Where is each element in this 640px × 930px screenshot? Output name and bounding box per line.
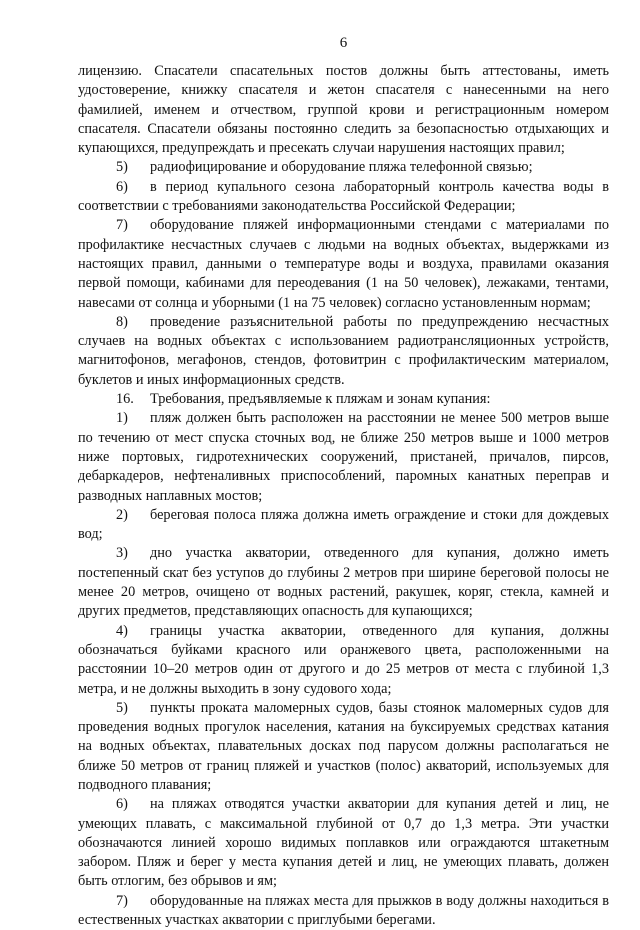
item-text: радиофицирование и оборудование пляжа телефонной связью;: [150, 159, 533, 176]
item-text: дно участка акватории, отведенного для купания, должно иметь постепенный скат без уступов до глубины 2 метров при ширине береговой полосы не менее 20 метров, очищено от водных растений, ракушек, коряг, стекла, камней и других предметов, представляющих опасность для купающихся;: [78, 545, 609, 620]
item-number: 7): [116, 892, 128, 909]
paragraph-text: лицензию. Спасатели спасательных постов должны быть аттестованы, иметь удостоверение, книжку спасателя и жетон спасателя с нанесенными на него фамилией, именем и отчеством, группой крови и регистрационным номером спасателя. Спасатели обязаны постоянно следить за безопасностью отдыхающих и купающихся, предупреждать и пресекать случаи нарушения настоящих правил;: [78, 63, 609, 157]
page-number: 6: [339, 35, 348, 51]
item-text: проведение разъяснительной работы по предупреждению несчастных случаев на водных объектах с использованием радиотрансляционных устройств, магнитофонов, мегафонов, стендов, фотовитрин с профилактическим материалом, буклетов и иных информационных средств.: [78, 313, 609, 388]
item-number: 4): [116, 622, 128, 639]
item-text: в период купального сезона лабораторный контроль качества воды в соответствии с требованиями законодательства Российской Федерации;: [78, 178, 609, 215]
item-number: 7): [116, 217, 128, 234]
section-16: [78, 390, 609, 409]
item-text: пляж должен быть расположен на расстоянии не менее 500 метров выше по течению от мест спуска сточных вод, не ближе 250 метров выше и 1000 метров ниже портовых, гидротехнических сооружений, пристаней, причалов, пирсов, дебаркадеров, нефтеналивных приспособлений, паромных канатных переправ и разводных наплавных мостов;: [78, 410, 609, 504]
item-number: 8): [116, 313, 128, 330]
requirement-item-6: [78, 795, 609, 891]
item-text: границы участка акватории, отведенного для купания, должны обозначаться буйками красного или оранжевого цвета, расположенными на расстоянии 10–20 метров один от другого и до 25 метров от места с глубиной 1,3 метра, и не должны выходить в зону судового хода;: [78, 622, 609, 697]
item-text: береговая полоса пляжа должна иметь ограждение и стоки для дождевых вод;: [78, 506, 609, 543]
section-text: Требования, предъявляемые к пляжам и зонам купания:: [150, 391, 491, 408]
item-number: 6): [116, 178, 128, 195]
list-item-7: [78, 216, 609, 312]
requirement-item-2: [78, 506, 609, 545]
item-text: оборудованные на пляжах места для прыжков в воду должны находиться в естественных участках акватории с приглубыми берегами.: [78, 892, 609, 929]
requirement-item-4: [78, 622, 609, 699]
item-number: 1): [116, 410, 128, 427]
item-text: оборудование пляжей информационными стендами с материалами по профилактике несчастных случаев с людьми на водных объектах, выдержками из настоящих правил, данными о температуре воды и воздуха, правилами оказания первой помощи, кабинами для переодевания (1 на 50 человек), лежаками, тентами, навесами от солнца и уборными (1 на 75 человек) согласно установленным нормам;: [78, 217, 609, 311]
list-item-6: [78, 178, 609, 217]
requirement-item-3: [78, 544, 609, 621]
item-text: на пляжах отводятся участки акватории для купания детей и лиц, не умеющих плавать, с максимальной глубиной от 0,7 до 1,3 метра. Эти участки обозначаются линией хорошо видимых поплавков или ограждаются штакетным забором. Пляж и берег у места купания детей и лиц, не умеющих плавать, должен быть отлогим, без обрывов и ям;: [78, 796, 609, 890]
item-number: 3): [116, 545, 128, 562]
item-number: 6): [116, 796, 128, 813]
requirement-item-7: [78, 892, 609, 930]
item-number: 5): [116, 159, 128, 176]
item-number: 5): [116, 699, 128, 716]
document-page: [78, 34, 609, 930]
list-item-5: [78, 158, 609, 177]
item-text: пункты проката маломерных судов, базы стоянок маломерных судов для проведения водных прогулок населения, катания на буксируемых средствах катания на водных объектах, плавательных досках под парусом должны располагаться не ближе 50 метров от границ пляжей и участков (полос) акваторий, используемых для подводного плавания;: [78, 699, 609, 793]
list-item-8: [78, 313, 609, 390]
section-number: 16.: [116, 391, 134, 408]
item-number: 2): [116, 506, 128, 523]
requirement-item-5: [78, 699, 609, 795]
requirement-item-1: [78, 409, 609, 505]
paragraph-continuation: [78, 62, 609, 158]
